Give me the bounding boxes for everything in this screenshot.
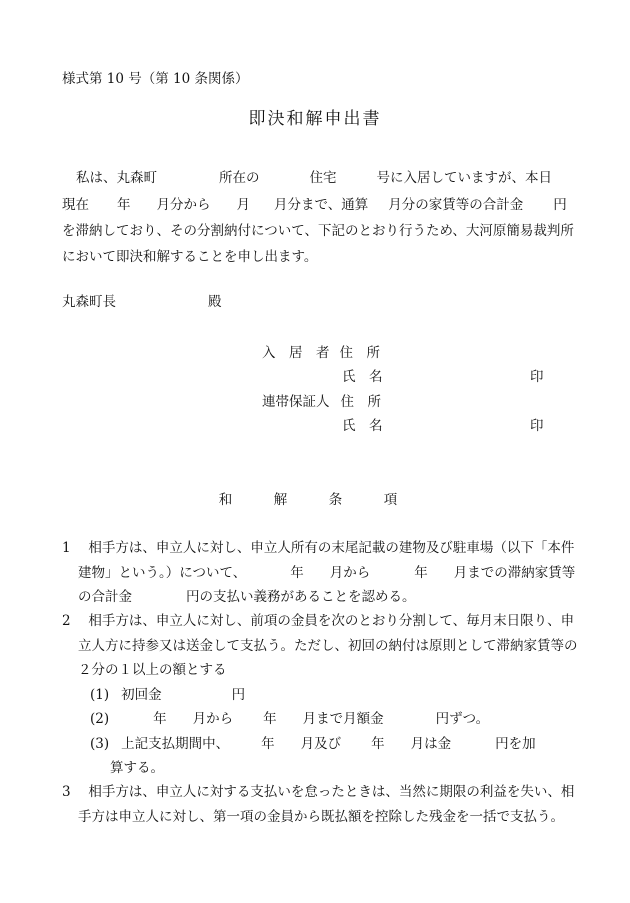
text: 円 bbox=[553, 197, 567, 213]
text: 月分まで、通算 bbox=[274, 197, 369, 213]
text: 月までの滞納家賃等 bbox=[453, 565, 576, 581]
addressee bbox=[62, 290, 222, 310]
guarantor-seal: 印 bbox=[530, 418, 544, 434]
application-line-3: を滞納しており、その分割納付について、下記のとおり行うため、大河原簡易裁判所 bbox=[62, 223, 574, 239]
text: 年 bbox=[414, 565, 428, 581]
text: 月から bbox=[192, 711, 234, 727]
text: 私は、丸森町 bbox=[76, 170, 157, 186]
section-title: 和 解 条 項 bbox=[218, 492, 412, 508]
application-line-2 bbox=[62, 193, 572, 213]
text: 建物」という。）について、 bbox=[78, 565, 247, 581]
text: 月 bbox=[236, 197, 250, 213]
text: 年 bbox=[261, 736, 275, 752]
clause-2-line-1: 2 相手方は、申立人に対し、前項の金員を次のとおり分割して、毎月末日限り、申 bbox=[62, 613, 575, 629]
text: 円を加 bbox=[495, 736, 536, 752]
document-title: 即決和解申出書 bbox=[248, 109, 382, 129]
tenant-address-row bbox=[262, 341, 380, 361]
address-label: 住 所 bbox=[339, 345, 380, 361]
text: 号に入居していますが、本日 bbox=[376, 170, 552, 186]
clause-2-line-3: ２分の１以上の額とする bbox=[78, 662, 227, 678]
guarantor-address-row bbox=[262, 390, 381, 410]
clause-2-sub-3-cont: 算する。 bbox=[110, 760, 164, 776]
tenant-name-label: 氏 名 bbox=[342, 369, 383, 385]
text: 月及び bbox=[300, 736, 342, 752]
addressee-name: 丸森町長 bbox=[62, 294, 116, 310]
text: 月から bbox=[329, 565, 371, 581]
text: (3) bbox=[90, 736, 110, 752]
guarantor-name-label: 氏 名 bbox=[342, 418, 383, 434]
text: 円ずつ。 bbox=[435, 711, 490, 727]
clause-2-sub-1 bbox=[90, 683, 245, 703]
clause-1-line-1: 1 相手方は、申立人に対し、申立人所有の末尾記載の建物及び駐車場（以下「本件 bbox=[62, 540, 575, 556]
text: 初回金 bbox=[121, 687, 162, 703]
text: 上記支払期間中、 bbox=[121, 736, 230, 752]
clause-1-line-2 bbox=[78, 561, 575, 581]
text: 所在の bbox=[219, 170, 260, 186]
text: 年 bbox=[117, 197, 131, 213]
application-line-1 bbox=[62, 166, 572, 186]
clause-2-sub-2 bbox=[90, 707, 489, 727]
text: 年 bbox=[153, 711, 167, 727]
application-line-4: において即決和解することを申し出ます。 bbox=[62, 249, 318, 265]
clause-2-sub-3 bbox=[90, 732, 536, 752]
clause-3-line-1: 3 相手方は、申立人に対する支払いを怠ったときは、当然に期限の利益を失い、相 bbox=[62, 784, 575, 800]
text: 住宅 bbox=[309, 170, 337, 186]
text: 円 bbox=[231, 687, 246, 703]
text: 月まで月額金 bbox=[302, 711, 384, 727]
text: 年 bbox=[263, 711, 277, 727]
text: 現在 bbox=[62, 197, 89, 213]
text: (1) bbox=[90, 687, 110, 703]
text: 円の支払い義務があることを認める。 bbox=[186, 589, 416, 605]
text: 月分から bbox=[156, 197, 211, 213]
tenant-label: 入 居 者 bbox=[262, 345, 330, 361]
form-number: 様式第 10 号（第 10 条関係） bbox=[62, 71, 249, 87]
clause-2-line-2: 立人方に持参又は送金して支払う。ただし、初回の納付は原則として滞納家賃等の bbox=[78, 638, 578, 654]
text: 月は金 bbox=[410, 736, 452, 752]
guarantor-label: 連帯保証人 bbox=[262, 394, 330, 410]
text: 月分の家賃等の合計金 bbox=[388, 197, 524, 213]
tenant-seal: 印 bbox=[530, 369, 544, 385]
clause-1-line-3 bbox=[78, 585, 416, 605]
text: 年 bbox=[290, 565, 304, 581]
text: (2) bbox=[90, 711, 110, 727]
honorific: 殿 bbox=[208, 294, 222, 310]
address-label: 住 所 bbox=[340, 394, 381, 410]
clause-3-line-2: 手方は申立人に対し、第一項の金員から既払額を控除した残金を一括で支払う。 bbox=[78, 809, 564, 825]
text: の合計金 bbox=[78, 589, 132, 605]
text: 年 bbox=[371, 736, 385, 752]
